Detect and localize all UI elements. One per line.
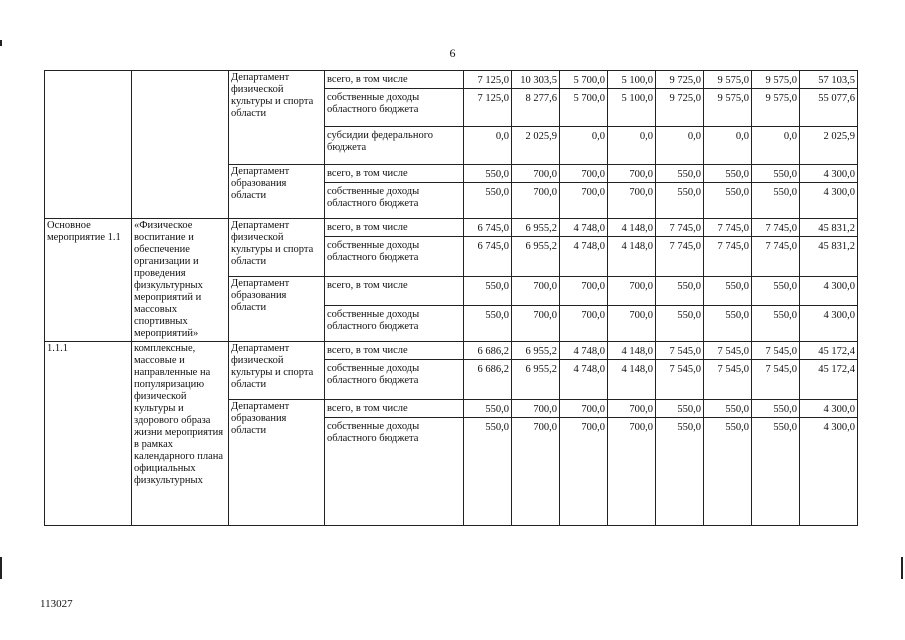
value-cell: 4 148,0 (608, 237, 656, 277)
measure-number-cell: 1.1.1 (45, 342, 132, 526)
department-cell: Департамент образования области (229, 400, 325, 526)
document-code: 113027 (40, 598, 73, 610)
value-cell: 7 545,0 (704, 342, 752, 360)
measure-number-cell: Основное мероприятие 1.1 (45, 219, 132, 342)
total-cell: 4 300,0 (800, 165, 858, 183)
value-cell: 5 700,0 (560, 89, 608, 127)
value-cell: 700,0 (512, 277, 560, 306)
table-row (45, 342, 858, 360)
value-cell: 550,0 (464, 306, 512, 342)
value-cell: 9 575,0 (704, 89, 752, 127)
value-cell: 550,0 (704, 306, 752, 342)
value-cell: 6 686,2 (464, 360, 512, 400)
value-cell: 0,0 (656, 127, 704, 165)
value-cell: 700,0 (512, 418, 560, 526)
value-cell: 9 575,0 (752, 89, 800, 127)
table-row (45, 219, 858, 237)
department-cell: Департамент образования области (229, 277, 325, 342)
value-cell: 4 748,0 (560, 342, 608, 360)
value-cell: 550,0 (752, 306, 800, 342)
budget-table (44, 70, 858, 526)
value-cell: 9 725,0 (656, 71, 704, 89)
value-cell: 700,0 (512, 183, 560, 219)
funding-source-cell: собственные доходы областного бюджета (325, 306, 464, 342)
value-cell: 550,0 (464, 183, 512, 219)
value-cell: 7 745,0 (704, 237, 752, 277)
value-cell: 5 100,0 (608, 71, 656, 89)
value-cell: 550,0 (704, 165, 752, 183)
value-cell: 550,0 (656, 183, 704, 219)
value-cell: 700,0 (512, 306, 560, 342)
value-cell: 550,0 (464, 400, 512, 418)
left-margin-mark (0, 557, 2, 579)
funding-source-cell: собственные доходы областного бюджета (325, 89, 464, 127)
value-cell: 550,0 (752, 400, 800, 418)
value-cell: 550,0 (656, 418, 704, 526)
value-cell: 9 575,0 (704, 71, 752, 89)
value-cell: 6 686,2 (464, 342, 512, 360)
value-cell: 4 148,0 (608, 360, 656, 400)
funding-source-cell: собственные доходы областного бюджета (325, 418, 464, 526)
value-cell: 5 700,0 (560, 71, 608, 89)
funding-source-cell: всего, в том числе (325, 165, 464, 183)
value-cell: 4 148,0 (608, 219, 656, 237)
total-cell: 55 077,6 (800, 89, 858, 127)
total-cell: 4 300,0 (800, 277, 858, 306)
value-cell: 700,0 (608, 306, 656, 342)
value-cell: 550,0 (704, 277, 752, 306)
funding-source-cell: собственные доходы областного бюджета (325, 237, 464, 277)
value-cell: 700,0 (560, 306, 608, 342)
value-cell: 6 955,2 (512, 237, 560, 277)
value-cell: 6 955,2 (512, 342, 560, 360)
value-cell: 700,0 (560, 165, 608, 183)
value-cell: 7 545,0 (656, 360, 704, 400)
value-cell: 7 545,0 (752, 360, 800, 400)
value-cell: 7 125,0 (464, 89, 512, 127)
value-cell: 700,0 (608, 165, 656, 183)
value-cell: 7 745,0 (752, 237, 800, 277)
left-margin-mark (0, 40, 2, 46)
value-cell: 4 148,0 (608, 342, 656, 360)
value-cell: 2 025,9 (512, 127, 560, 165)
page-number: 6 (449, 46, 456, 60)
value-cell: 4 748,0 (560, 360, 608, 400)
value-cell: 7 745,0 (704, 219, 752, 237)
measure-name-cell: комплексные, массовые и направленные на популяризацию физической культуры и здорового образа жизни мероприятия в рамках календарного плана официальных физкультурных (132, 342, 229, 526)
value-cell: 550,0 (656, 277, 704, 306)
value-cell: 5 100,0 (608, 89, 656, 127)
value-cell: 0,0 (608, 127, 656, 165)
value-cell: 10 303,5 (512, 71, 560, 89)
value-cell: 550,0 (704, 183, 752, 219)
value-cell: 700,0 (512, 400, 560, 418)
total-cell: 45 172,4 (800, 360, 858, 400)
value-cell: 7 545,0 (656, 342, 704, 360)
value-cell: 700,0 (560, 418, 608, 526)
value-cell: 700,0 (560, 400, 608, 418)
value-cell: 550,0 (752, 277, 800, 306)
value-cell: 6 745,0 (464, 237, 512, 277)
funding-source-cell: всего, в том числе (325, 71, 464, 89)
value-cell: 7 125,0 (464, 71, 512, 89)
department-cell: Департамент физической культуры и спорта области (229, 342, 325, 400)
value-cell: 4 748,0 (560, 237, 608, 277)
value-cell: 550,0 (704, 418, 752, 526)
value-cell: 7 745,0 (656, 237, 704, 277)
right-margin-mark (901, 557, 903, 579)
value-cell: 9 575,0 (752, 71, 800, 89)
value-cell: 8 277,6 (512, 89, 560, 127)
value-cell: 0,0 (752, 127, 800, 165)
measure-name-cell: «Физическое воспитание и обеспечение организации и проведения физкультурных мероприятий и массовых спортивных мероприятий» (132, 219, 229, 342)
value-cell: 6 955,2 (512, 219, 560, 237)
value-cell: 4 748,0 (560, 219, 608, 237)
value-cell: 7 745,0 (656, 219, 704, 237)
value-cell: 7 745,0 (752, 219, 800, 237)
value-cell: 7 545,0 (752, 342, 800, 360)
total-cell: 4 300,0 (800, 183, 858, 219)
funding-source-cell: всего, в том числе (325, 400, 464, 418)
value-cell: 6 745,0 (464, 219, 512, 237)
value-cell: 700,0 (608, 183, 656, 219)
funding-source-cell: всего, в том числе (325, 277, 464, 306)
funding-source-cell: всего, в том числе (325, 342, 464, 360)
department-cell: Департамент физической культуры и спорта области (229, 219, 325, 277)
total-cell: 57 103,5 (800, 71, 858, 89)
measure-name-cell (132, 71, 229, 219)
value-cell: 550,0 (464, 277, 512, 306)
value-cell: 0,0 (704, 127, 752, 165)
value-cell: 700,0 (608, 418, 656, 526)
funding-source-cell: субсидии федерального бюджета (325, 127, 464, 165)
value-cell: 550,0 (656, 400, 704, 418)
value-cell: 700,0 (608, 400, 656, 418)
department-cell: Департамент образования области (229, 165, 325, 219)
table-row (45, 71, 858, 89)
value-cell: 550,0 (752, 418, 800, 526)
value-cell: 550,0 (464, 165, 512, 183)
department-cell: Департамент физической культуры и спорта области (229, 71, 325, 165)
value-cell: 0,0 (464, 127, 512, 165)
total-cell: 45 831,2 (800, 219, 858, 237)
total-cell: 4 300,0 (800, 418, 858, 526)
total-cell: 2 025,9 (800, 127, 858, 165)
value-cell: 7 545,0 (704, 360, 752, 400)
value-cell: 550,0 (704, 400, 752, 418)
value-cell: 550,0 (656, 306, 704, 342)
funding-source-cell: собственные доходы областного бюджета (325, 183, 464, 219)
value-cell: 6 955,2 (512, 360, 560, 400)
value-cell: 550,0 (656, 165, 704, 183)
total-cell: 45 831,2 (800, 237, 858, 277)
funding-source-cell: всего, в том числе (325, 219, 464, 237)
measure-number-cell (45, 71, 132, 219)
value-cell: 700,0 (512, 165, 560, 183)
value-cell: 700,0 (608, 277, 656, 306)
value-cell: 0,0 (560, 127, 608, 165)
value-cell: 550,0 (752, 183, 800, 219)
total-cell: 4 300,0 (800, 400, 858, 418)
value-cell: 550,0 (752, 165, 800, 183)
total-cell: 45 172,4 (800, 342, 858, 360)
value-cell: 9 725,0 (656, 89, 704, 127)
total-cell: 4 300,0 (800, 306, 858, 342)
funding-source-cell: собственные доходы областного бюджета (325, 360, 464, 400)
value-cell: 700,0 (560, 183, 608, 219)
value-cell: 700,0 (560, 277, 608, 306)
value-cell: 550,0 (464, 418, 512, 526)
